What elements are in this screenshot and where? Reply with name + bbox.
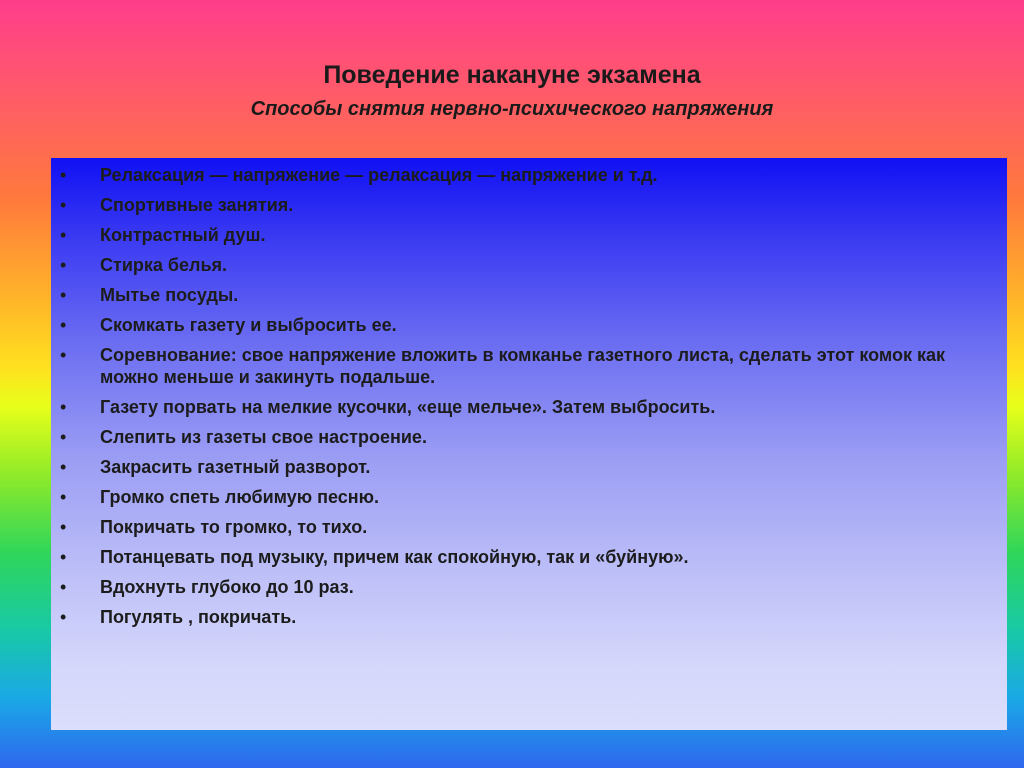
title-block (0, 58, 1024, 124)
bullet-text: Скомкать газету и выбросить ее. (100, 315, 397, 335)
bullet-text: Соревнование: свое напряжение вложить в комканье газетного листа, сделать этот комок как можно меньше и закинуть подальше. (100, 345, 945, 387)
bullet-item (51, 396, 1007, 418)
slide-subtitle: Способы снятия нервно-психического напряжения (250, 98, 774, 120)
bullet-text: Спортивные занятия. (100, 195, 294, 215)
bullet-dot: • (60, 195, 67, 215)
bullet-item (51, 516, 1007, 538)
bullet-text: Потанцевать под музыку, причем как спокойную, так и «буйную». (100, 547, 689, 567)
bullet-dot: • (60, 285, 67, 305)
bullet-item (51, 164, 1007, 186)
bullet-dot: • (60, 517, 67, 537)
bullet-text: Стирка белья. (100, 255, 228, 275)
bullet-dot: • (60, 225, 67, 245)
bullet-text: Мытье посуды. (100, 285, 239, 305)
bullet-text: Погулять , покричать. (100, 607, 297, 627)
bullet-text: Релаксация — напряжение — релаксация — напряжение и т.д. (100, 165, 658, 185)
bullet-dot: • (60, 487, 67, 507)
bullet-text: Вдохнуть глубоко до 10 раз. (100, 577, 354, 597)
bullet-dot: • (60, 427, 67, 447)
bullet-text: Газету порвать на мелкие кусочки, «еще мельче». Затем выбросить. (100, 397, 716, 417)
bullet-dot: • (60, 607, 67, 627)
bullet-item (51, 314, 1007, 336)
bullet-item (51, 254, 1007, 276)
bullet-item (51, 456, 1007, 478)
bullet-item (51, 576, 1007, 598)
bullet-dot: • (60, 345, 67, 365)
bullet-text: Контрастный душ. (100, 225, 266, 245)
bullet-item (51, 224, 1007, 246)
bullet-text: Слепить из газеты свое настроение. (100, 427, 427, 447)
content-box (51, 158, 1007, 730)
bullet-item (51, 284, 1007, 306)
bullet-dot: • (60, 547, 67, 567)
bullet-dot: • (60, 457, 67, 477)
bullet-item (51, 606, 1007, 628)
bullet-item (51, 194, 1007, 216)
bullet-text: Громко спеть любимую песню. (100, 487, 380, 507)
bullet-dot: • (60, 315, 67, 335)
bullet-item (51, 426, 1007, 448)
bullet-text: Покричать то громко, то тихо. (100, 517, 368, 537)
bullet-dot: • (60, 397, 67, 417)
bullet-dot: • (60, 255, 67, 275)
slide-title: Поведение накануне экзамена (323, 61, 701, 89)
bullet-list (51, 158, 1007, 628)
bullet-item (51, 546, 1007, 568)
bullet-dot: • (60, 577, 67, 597)
bullet-dot: • (60, 165, 67, 185)
bullet-text: Закрасить газетный разворот. (100, 457, 371, 477)
bullet-item (51, 344, 1007, 388)
bullet-item (51, 486, 1007, 508)
